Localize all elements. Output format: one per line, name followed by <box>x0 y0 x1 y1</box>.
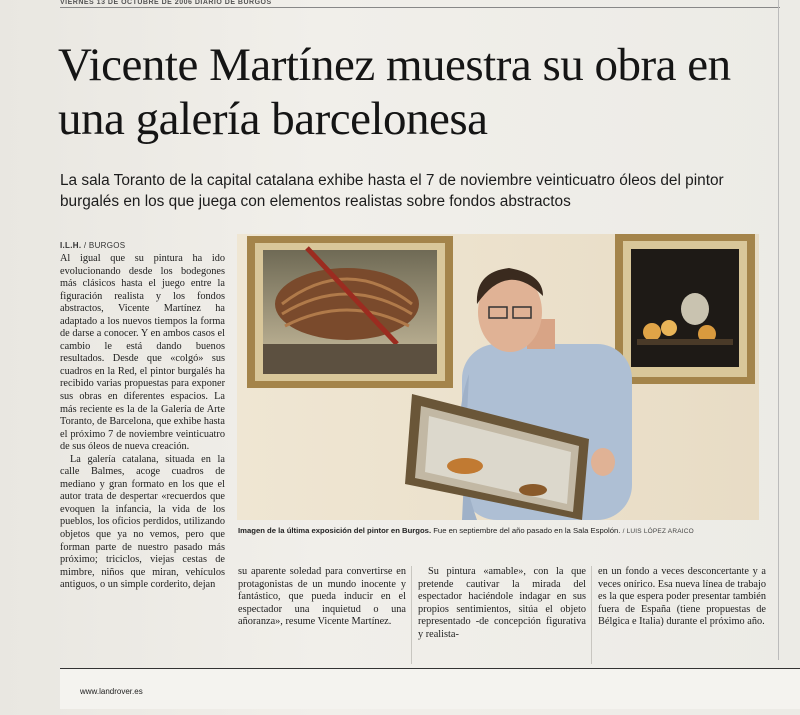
photo-illustration <box>237 234 759 520</box>
article-headline: Vicente Martínez muestra su obra en una galería barcelonesa <box>58 39 731 145</box>
byline-author: I.L.H. <box>60 241 82 250</box>
paragraph: La galería catalana, situada en la calle Balmes, acoge cuadros de mediano y gran formato en los que el autor trata de despertar «recuerdos que evoquen la infancia, la vida de los pueblos, los oficios perdidos, utilizando objetos que ya no vemos, pero que forman parte de nuestro pasado más próximo; triciclos, viejas cestas de mimbre, niños que miran, vehículos antiguos, o un simple corderito, dejan <box>60 453 225 591</box>
painting-still-life <box>615 234 755 384</box>
byline-place: / BURGOS <box>83 241 126 250</box>
paragraph: su aparente soledad para convertirse en protagonistas de un mundo inocente y fantástico, que pueda inducir en el espectador una inquietud o una añoranza», resume Vicente Martínez. <box>238 566 406 628</box>
dateline <box>60 0 272 8</box>
top-rule <box>60 7 780 8</box>
byline <box>60 241 125 250</box>
footer-advert <box>60 668 800 709</box>
article-column-2 <box>238 566 406 629</box>
column-divider <box>591 566 592 664</box>
page-edge-rule <box>778 0 779 660</box>
column-divider <box>411 566 412 664</box>
dateline-text: VIERNES 13 DE OCTUBRE DE 2006 DIARIO DE BURGOS <box>60 0 272 6</box>
article-photo <box>237 234 759 520</box>
photo-caption <box>238 526 768 535</box>
caption-credit: / LUIS LÓPEZ ARAICO <box>622 528 694 535</box>
article-column-1 <box>60 253 225 592</box>
advert-url: www.landrover.es <box>80 687 143 696</box>
caption-bold: Imagen de la última exposición del pintor en Burgos. <box>238 526 432 535</box>
paragraph: en un fondo a veces desconcertante y a veces onírico. Esa nueva línea de trabajo es la que espera poder presentar también fuera de España (tiene propuestas de Bélgica e Italia) durante el próximo año. <box>598 566 766 628</box>
paragraph: Su pintura «amable», con la que pretende cautivar la mirada del espectador haciéndole indagar en sus propios sentimientos, sitúa el objeto representado -de concepción figurativa y realista- <box>418 566 586 640</box>
paragraph: Al igual que su pintura ha ido evolucionando desde los bodegones más clásicos hasta el juego entre la figuración realista y los fondos abstractos, Vicente Martínez ha adaptado a los nuevos tiempos la forma de darse a conocer. Y en ambos casos el cambio le está dando buenos resultados. Desde que «colgó» sus cuadros en la Red, el pintor burgalés ha recibido varias propuestas para exponer sus obras en diferentes espacios. La más reciente es la de la Galería de Arte Toranto, de Barcelona, que exhibe hasta el próximo 7 de noviembre veinticuatro de sus óleos de nueva creación. <box>60 253 225 453</box>
painting-basket <box>247 236 453 388</box>
article-column-3 <box>418 566 586 641</box>
caption-text: Fue en septiembre del año pasado en la Sala Espolón. <box>433 526 621 535</box>
article-column-4 <box>598 566 766 629</box>
article-subhead: La sala Toranto de la capital catalana exhibe hasta el 7 de noviembre veinticuatro óleos del pintor burgalés en los que juega con elementos realistas sobre fondos abstractos <box>60 172 724 210</box>
